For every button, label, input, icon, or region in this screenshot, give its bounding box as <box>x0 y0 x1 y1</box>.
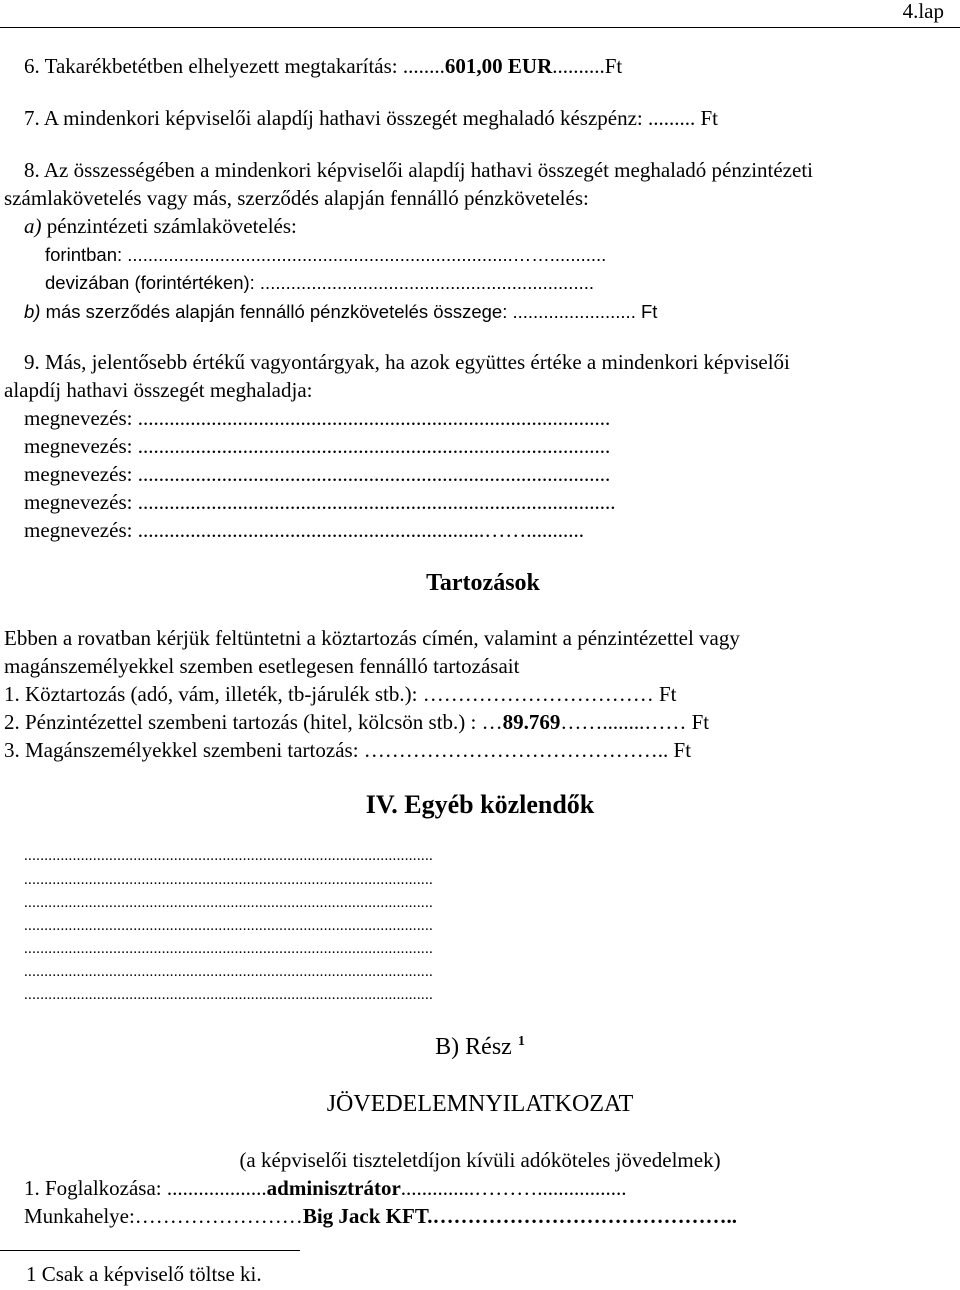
item-8-a <box>24 214 297 239</box>
item-9-name-line: megnevezés: ........................................................................................... <box>24 490 616 514</box>
workplace-line <box>24 1204 737 1229</box>
workplace-value: Big Jack KFT. <box>302 1204 433 1228</box>
item-8-b <box>24 301 657 323</box>
debts-heading-text: Tartozások <box>426 570 540 596</box>
item-9-name-line: megnevezés: .......................................................................................... <box>24 434 611 458</box>
declaration-title: JÖVEDELEMNYILATKOZAT <box>326 1091 634 1117</box>
other-dotted-line: ..................................................................................................... <box>24 987 434 1003</box>
occupation-line <box>24 1176 627 1201</box>
footnote-ref: 1 <box>517 1034 525 1049</box>
item-6-label: 6. Takarékbetétben elhelyezett megtakarítás: ........ <box>24 54 445 78</box>
debt-item-1: 1. Köztartozás (adó, vám, illeték, tb-járulék stb.): …………………………… Ft <box>4 682 677 706</box>
other-dotted-line: ..................................................................................................... <box>24 918 434 934</box>
footnote: 1 Csak a képviselő töltse ki. <box>26 1262 262 1286</box>
item-6-unit: ..........Ft <box>552 54 623 78</box>
item-6-savings <box>24 54 622 79</box>
item-8-line2: számlakövetelés vagy más, szerződés alapján fennálló pénzkövetelés: <box>4 186 589 210</box>
header-rule <box>0 27 960 28</box>
item-9-name-line: megnevezés: ..................................................................……........... <box>24 518 584 542</box>
other-dotted-line: ..................................................................................................... <box>24 848 434 864</box>
debts-intro-line1: Ebben a rovatban kérjük feltüntetni a köztartozás címén, valamint a pénzintézettel vagy <box>4 626 740 650</box>
other-heading-text: IV. Egyéb közlendők <box>365 790 595 819</box>
other-heading <box>0 790 960 820</box>
debt-item-2-suffix: ……........…… Ft <box>560 710 710 734</box>
item-8-deviza-line: devizában (forintértéken): ................................................................. <box>45 272 595 293</box>
item-6-value: 601,00 EUR <box>444 54 553 78</box>
other-dotted-line: ..................................................................................................... <box>24 895 434 911</box>
item-8-b-text: más szerződés alapján fennálló pénzkövetelés összege: ........................ Ft <box>40 301 658 322</box>
item-9-name-line: megnevezés: .......................................................................................... <box>24 406 611 430</box>
occupation-label: 1. Foglalkozása: ................... <box>24 1176 267 1200</box>
debt-item-2-label: 2. Pénzintézettel szembeni tartozás (hitel, kölcsön stb.) : … <box>4 710 503 734</box>
item-9-line2: alapdíj hathavi összegét meghaladja: <box>4 378 313 402</box>
item-8-line1: 8. Az összességében a mindenkori képviselői alapdíj hathavi összegét meghaladó pénzintézeti <box>24 158 813 182</box>
footnote-rule <box>0 1250 300 1251</box>
occupation-suffix: ..............………................. <box>400 1176 627 1200</box>
item-7-cash: 7. A mindenkori képviselői alapdíj hathavi összegét meghaladó készpénz: ......... Ft <box>24 106 719 130</box>
item-8-forint-line: forintban: ...........................................................................……........... <box>45 244 607 265</box>
workplace-label: Munkahelye:…………………… <box>24 1204 303 1228</box>
part-b-title <box>0 1034 960 1061</box>
item-8-a-marker: a) <box>24 214 42 238</box>
item-9-name-line: megnevezés: .......................................................................................... <box>24 462 611 486</box>
occupation-value: adminisztrátor <box>266 1176 401 1200</box>
item-8-a-text: pénzintézeti számlakövetelés: <box>41 214 297 238</box>
debts-intro-line2: magánszemélyekkel szemben esetlegesen fennálló tartozásait <box>4 654 520 678</box>
debt-item-2 <box>4 710 709 735</box>
other-dotted-line: ..................................................................................................... <box>24 941 434 957</box>
item-9-line1: 9. Más, jelentősebb értékű vagyontárgyak, ha azok együttes értéke a mindenkori képviselői <box>24 350 790 374</box>
debt-item-3: 3. Magánszemélyekkel szembeni tartozás: …………………………………….. Ft <box>4 738 692 762</box>
other-dotted-line: ..................................................................................................... <box>24 964 434 980</box>
debt-item-2-value: 89.769 <box>502 710 561 734</box>
page-number: 4.lap <box>902 0 944 23</box>
debts-heading <box>0 570 960 597</box>
workplace-suffix: …………………………………….. <box>432 1204 738 1228</box>
part-b-title-text: B) Rész <box>435 1034 518 1060</box>
item-8-b-marker: b) <box>24 301 41 322</box>
declaration-subtitle: (a képviselői tiszteletdíjon kívüli adóköteles jövedelmek) <box>239 1148 721 1172</box>
other-dotted-line: ..................................................................................................... <box>24 872 434 888</box>
